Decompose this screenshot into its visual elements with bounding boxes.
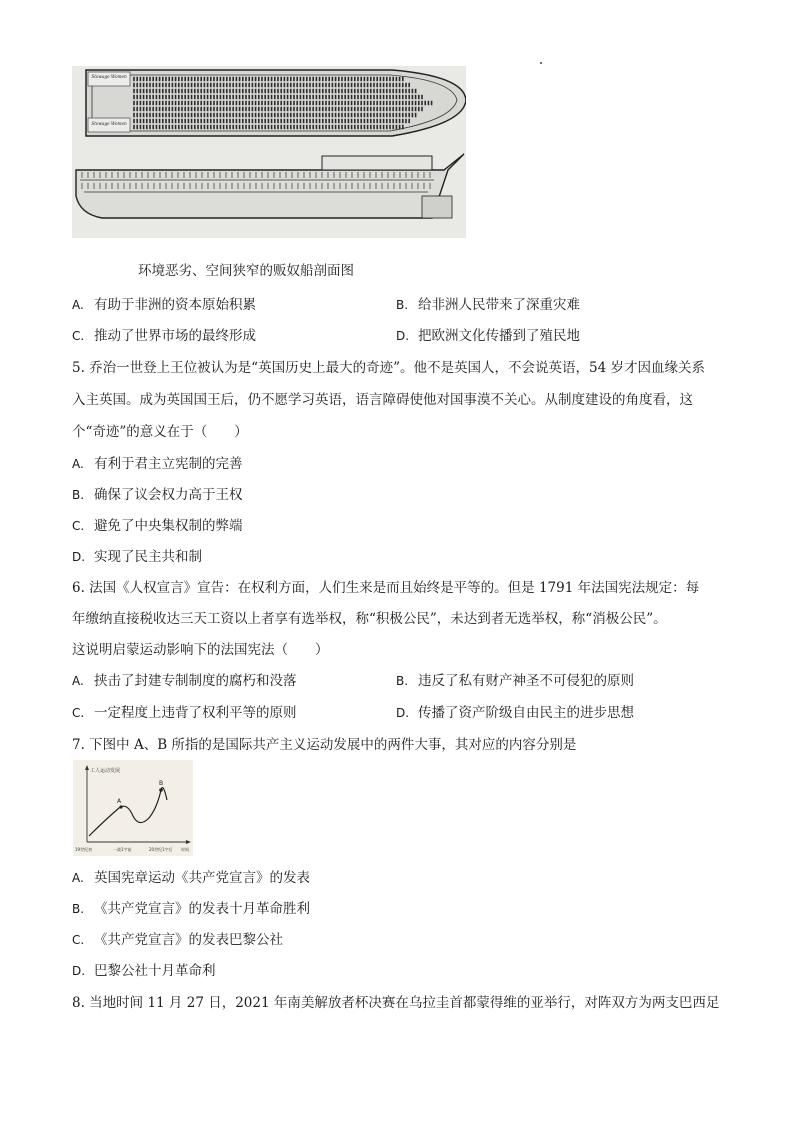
q5-option-c[interactable] xyxy=(72,516,243,536)
q4-option-a[interactable] xyxy=(72,295,256,315)
q5-option-a[interactable] xyxy=(72,454,243,474)
q4-option-text: 把欧洲文化传播到了殖民地 xyxy=(418,328,580,344)
q6-option-c[interactable] xyxy=(72,703,297,723)
q6-option-letter: B. xyxy=(396,674,409,688)
q4-option-b[interactable] xyxy=(396,295,580,315)
speck-mark xyxy=(540,62,542,64)
ship-figure-caption: 环境恶劣、空间狭窄的贩奴船剖面图 xyxy=(138,263,354,279)
q5-option-letter: B. xyxy=(72,488,85,502)
chart-point-b-label: B xyxy=(159,780,164,787)
q5-option-d[interactable] xyxy=(72,547,202,567)
q6-stem-line-3: 这说明启蒙运动影响下的法国宪法（ ） xyxy=(72,642,329,658)
q4-option-letter: A. xyxy=(72,298,84,312)
q4-option-d[interactable] xyxy=(396,326,580,346)
movement-curve-drawing xyxy=(73,760,193,856)
q5-stem-line-3: 个“奇迹”的意义在于（ ） xyxy=(72,424,248,440)
q7-option-b[interactable] xyxy=(72,899,310,919)
q7-option-text: 《共产党宣言》的发表巴黎公社 xyxy=(94,932,283,948)
chart-ylabel: 工人运动发展 xyxy=(90,768,121,774)
q6-option-text: 违反了私有财产神圣不可侵犯的原则 xyxy=(418,673,634,689)
q5-option-b[interactable] xyxy=(72,485,243,505)
q6-stem-line-2: 年缴纳直接税收达三天工资以上者享有选举权，称“积极公民”，未达到者无选举权，称“消极公民”。 xyxy=(72,611,667,627)
q7-option-a[interactable] xyxy=(72,868,310,888)
chart-x-end-label: 时间 xyxy=(181,847,189,852)
movement-curve-figure xyxy=(73,760,193,856)
q7-stem: 7. 下图中 A、B 所指的是国际共产主义运动发展中的两件大事，其对应的内容分别是 xyxy=(72,737,577,753)
q7-option-text: 《共产党宣言》的发表十月革命胜利 xyxy=(94,901,310,917)
q4-option-text: 给非洲人民带来了深重灾难 xyxy=(418,297,580,313)
q6-option-text: 一定程度上违背了权利平等的原则 xyxy=(94,705,297,721)
chart-x-left-label: 19世纪初 xyxy=(75,847,93,852)
q4-option-text: 推动了世界市场的最终形成 xyxy=(94,328,256,344)
q5-option-letter: D. xyxy=(72,550,86,564)
q5-option-text: 实现了民主共和制 xyxy=(94,549,202,565)
q4-option-letter: C. xyxy=(72,329,85,343)
q7-option-letter: B. xyxy=(72,902,85,916)
q5-stem-line-2: 入主英国。成为英国国王后，仍不愿学习英语，语言障碍使他对国事漠不关心。从制度建设的角度看，这 xyxy=(72,392,693,408)
q7-option-letter: C. xyxy=(72,933,85,947)
q7-option-text: 英国宪章运动《共产党宣言》的发表 xyxy=(94,870,310,886)
q5-option-letter: C. xyxy=(72,519,85,533)
slave-ship-figure xyxy=(72,66,466,238)
chart-point-a-label: A xyxy=(117,798,122,805)
q6-option-b[interactable] xyxy=(396,671,634,691)
ship-label-bottom: Stowage Women xyxy=(91,121,127,126)
q5-option-text: 有利于君主立宪制的完善 xyxy=(94,456,243,472)
q6-option-letter: A. xyxy=(72,674,84,688)
q4-option-letter: D. xyxy=(396,329,410,343)
q6-option-letter: C. xyxy=(72,706,85,720)
q6-option-a[interactable] xyxy=(72,671,297,691)
q4-option-text: 有助于非洲的资本原始积累 xyxy=(94,297,256,313)
q7-option-c[interactable] xyxy=(72,930,283,950)
slave-ship-drawing xyxy=(72,66,466,238)
q5-option-text: 确保了议会权力高于王权 xyxy=(94,487,243,503)
q4-option-c[interactable] xyxy=(72,326,256,346)
q6-stem-line-1: 6. 法国《人权宣言》宣告：在权利方面，人们生来是而且始终是平等的。但是 1791 年法国宪法规定：每 xyxy=(72,580,700,596)
q7-option-letter: D. xyxy=(72,964,86,978)
q7-option-text: 巴黎公社十月革命利 xyxy=(94,963,216,979)
ship-label-top: Stowage Women xyxy=(91,74,127,79)
q6-option-text: 挟击了封建专制制度的腐朽和没落 xyxy=(94,673,297,689)
q5-option-text: 避免了中央集权制的弊端 xyxy=(94,518,243,534)
q4-option-letter: B. xyxy=(396,298,409,312)
q5-stem-line-1: 5. 乔治一世登上王位被认为是“英国历史上最大的奇迹”。他不是英国人，不会说英语，54 岁才因血缘关系 xyxy=(72,360,705,376)
q7-option-d[interactable] xyxy=(72,961,216,981)
q7-option-letter: A. xyxy=(72,871,84,885)
chart-x-right-label: 20世纪1字后 xyxy=(149,847,173,852)
chart-x-mid-label: 一战1字前 xyxy=(113,847,132,852)
q6-option-text: 传播了资产阶级自由民主的进步思想 xyxy=(418,705,634,721)
q8-stem-line-1: 8. 当地时间 11 月 27 日，2021 年南美解放者杯决赛在乌拉圭首都蒙得维的亚举行，对阵双方为两支巴西足 xyxy=(72,995,720,1011)
q5-option-letter: A. xyxy=(72,457,84,471)
q6-option-d[interactable] xyxy=(396,703,634,723)
q6-option-letter: D. xyxy=(396,706,410,720)
